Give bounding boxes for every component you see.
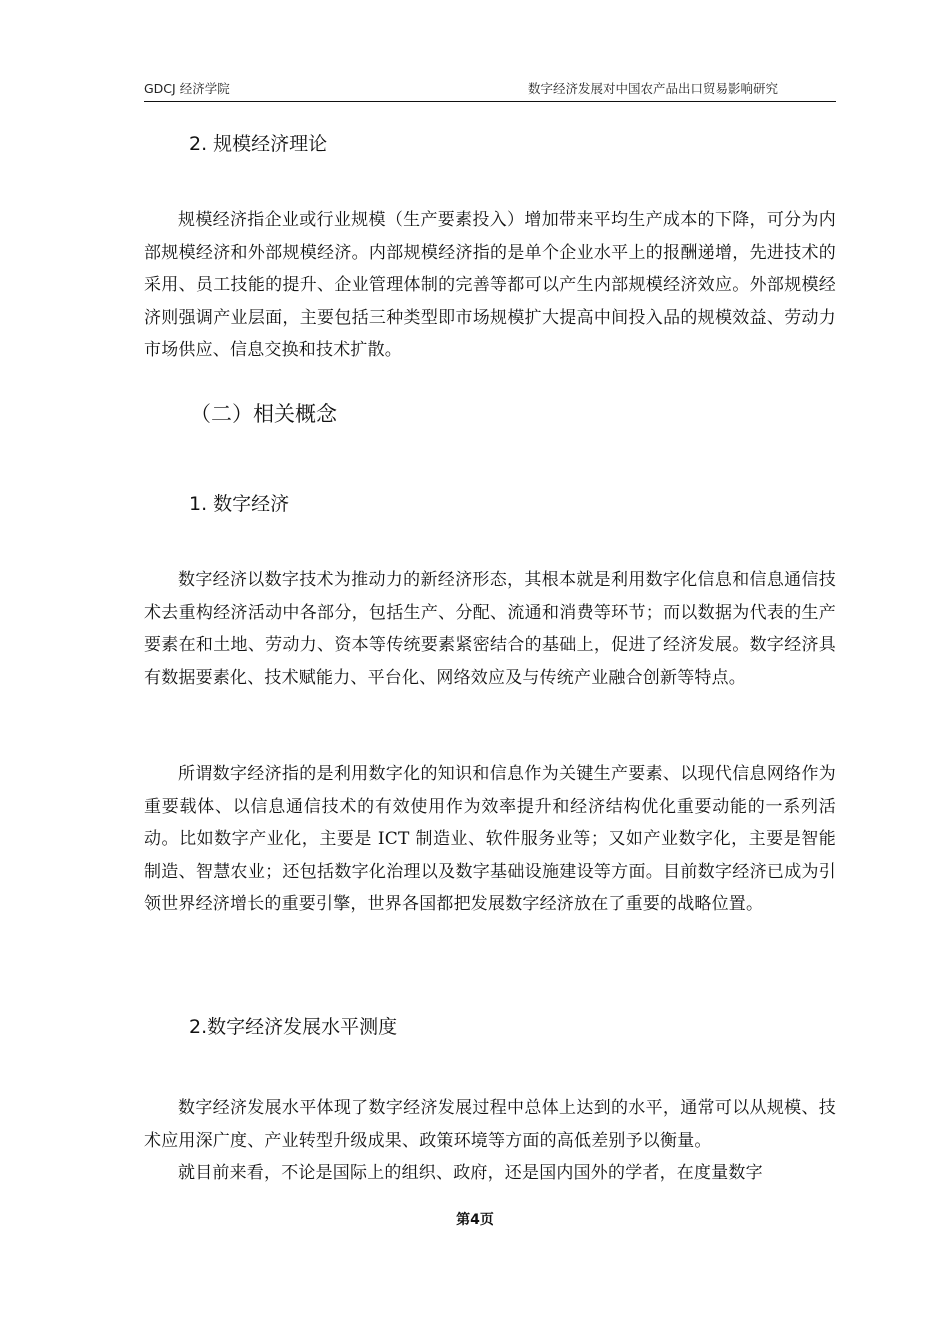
header-paper-title: 数字经济发展对中国农产品出口贸易影响研究 xyxy=(527,81,778,96)
paragraph-measurement-current: 就目前来看，不论是国际上的组织、政府，还是国内国外的学者，在度量数字 xyxy=(178,1163,763,1183)
header-divider xyxy=(144,101,836,102)
heading-scale-economy-theory: 2. 规模经济理论 xyxy=(189,133,328,155)
heading-digital-economy-measurement: 2.数字经济发展水平测度 xyxy=(189,1016,398,1038)
heading-digital-economy: 1. 数字经济 xyxy=(189,493,290,515)
page-header xyxy=(144,79,836,101)
paragraph-digital-economy-scope: 所谓数字经济指的是利用数字化的知识和信息作为关键生产要素、以现代信息网络作为重要载体、以信息通信技术的有效使用作为效率提升和经济结构优化重要动能的一系列活动。比如数字产业化，主要是 ICT 制造业、软件服务业等；又如产业数字化，主要是智能制造、智慧农业；还包括数字化治理以及数字基础设施建设等方面。目前数字经济已成为引领世界经济增长的重要引擎，世界各国都把发展数字经济放在了重要的战略位置。 xyxy=(144,764,836,914)
paragraph-scale-economy-theory: 规模经济指企业或行业规模（生产要素投入）增加带来平均生产成本的下降，可分为内部规模经济和外部规模经济。内部规模经济指的是单个企业水平上的报酬递增，先进技术的采用、员工技能的提升、企业管理体制的完善等都可以产生内部规模经济效应。外部规模经济则强调产业层面，主要包括三种类型即市场规模扩大提高中间投入品的规模效益、劳动力市场供应、信息交换和技术扩散。 xyxy=(144,210,836,360)
header-institution: GDCJ 经济学院 xyxy=(144,81,230,96)
heading-related-concepts: （二）相关概念 xyxy=(190,402,337,426)
paragraph-measurement-level: 数字经济发展水平体现了数字经济发展过程中总体上达到的水平，通常可以从规模、技术应用深广度、产业转型升级成果、政策环境等方面的高低差别予以衡量。 xyxy=(144,1098,836,1151)
paragraph-digital-economy-definition: 数字经济以数字技术为推动力的新经济形态，其根本就是利用数字化信息和信息通信技术去重构经济活动中各部分，包括生产、分配、流通和消费等环节；而以数据为代表的生产要素在和土地、劳动力、资本等传统要素紧密结合的基础上，促进了经济发展。数字经济具有数据要素化、技术赋能力、平台化、网络效应及与传统产业融合创新等特点。 xyxy=(144,570,836,688)
page-number: 第4页 xyxy=(456,1212,494,1228)
